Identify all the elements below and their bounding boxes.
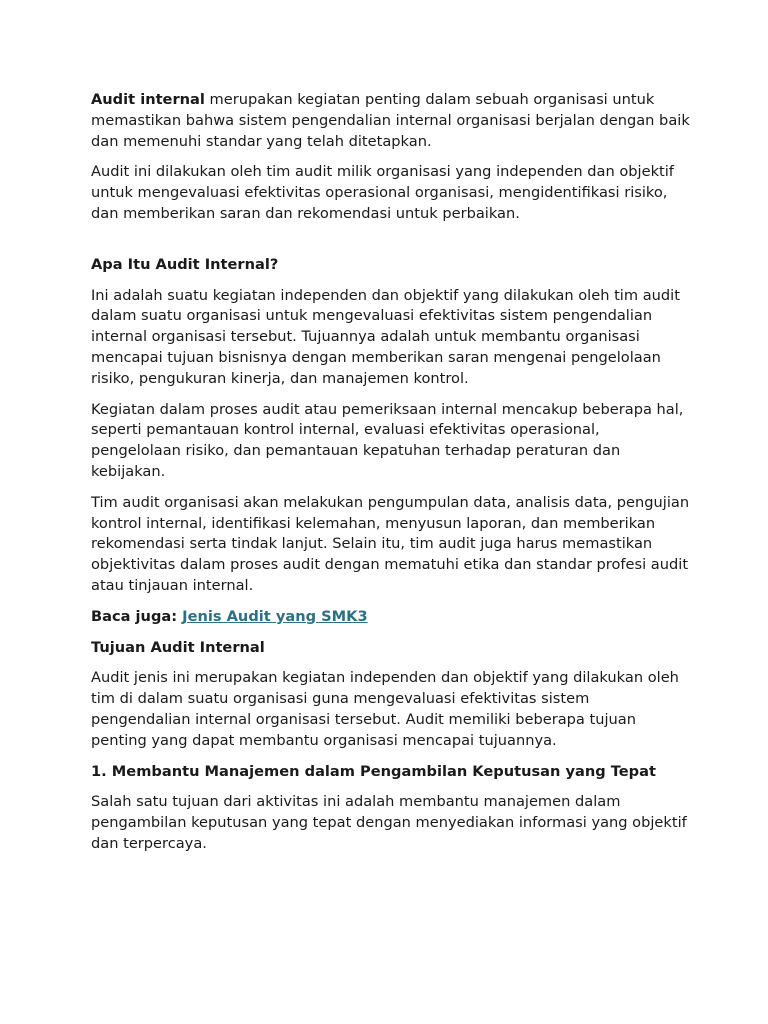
goal-1-heading: 1. Membantu Manajemen dalam Pengambilan Keputusan yang Tepat [91, 762, 656, 780]
what-paragraph-3: Tim audit organisasi akan melakukan pengumpulan data, analisis data, pengujian kontrol internal, identifikasi kelemahan, menyusun laporan, dan memberikan rekomendasi serta tindak lanjut. Selain itu, tim audit juga harus memastikan objektivitas dalam proses audit dengan mematuhi etika dan standar profesi audit atau tinjauan internal. [91, 493, 690, 594]
section-spacer [91, 235, 691, 255]
intro-paragraph [91, 90, 691, 152]
intro-lead-bold: Audit internal [91, 91, 205, 108]
what-paragraph-1: Ini adalah suatu kegiatan independen dan objektif yang dilakukan oleh tim audit dalam suatu organisasi untuk mengevaluasi efektivitas sistem pengendalian internal organisasi tersebut. Tujuannya adalah untuk membantu organisasi mencapai tujuan bisnisnya dengan memberikan saran mengenai pengelolaan risiko, pengukuran kinerja, dan manajemen kontrol. [91, 286, 680, 387]
read-also-label: Baca juga: [91, 607, 183, 625]
intro-paragraph-2: Audit ini dilakukan oleh tim audit milik organisasi yang independen dan objektif untuk mengevaluasi efektivitas operasional organisasi, mengidentifikasi risiko, dan memberikan saran dan rekomendasi untuk perbaikan. [91, 163, 674, 222]
what-paragraph-2: Kegiatan dalam proses audit atau pemeriksaan internal mencakup beberapa hal, seperti pemantauan kontrol internal, evaluasi efektivitas operasional, pengelolaan risiko, dan pemantauan kepatuhan terhadap peraturan dan kebijakan. [91, 400, 684, 480]
intro-lead-rest: merupakan kegiatan penting dalam sebuah organisasi untuk memastikan bahwa sistem pengendalian internal organisasi berjalan dengan baik dan memenuhi standar yang telah ditetapkan. [91, 91, 690, 150]
read-also-line [91, 607, 691, 628]
goals-paragraph: Audit jenis ini merupakan kegiatan independen dan objektif yang dilakukan oleh tim di dalam suatu organisasi guna mengevaluasi efektivitas sistem pengendalian internal organisasi tersebut. Audit memiliki beberapa tujuan penting yang dapat membantu organisasi mencapai tujuannya. [91, 669, 679, 749]
read-also-link[interactable]: Jenis Audit yang SMK3 [182, 607, 368, 625]
document-page [91, 90, 691, 865]
section-heading-what: Apa Itu Audit Internal? [91, 255, 279, 273]
goal-1-paragraph: Salah satu tujuan dari aktivitas ini adalah membantu manajemen dalam pengambilan keputusan yang tepat dengan menyediakan informasi yang objektif dan terpercaya. [91, 793, 687, 852]
section-heading-goals: Tujuan Audit Internal [91, 638, 265, 656]
